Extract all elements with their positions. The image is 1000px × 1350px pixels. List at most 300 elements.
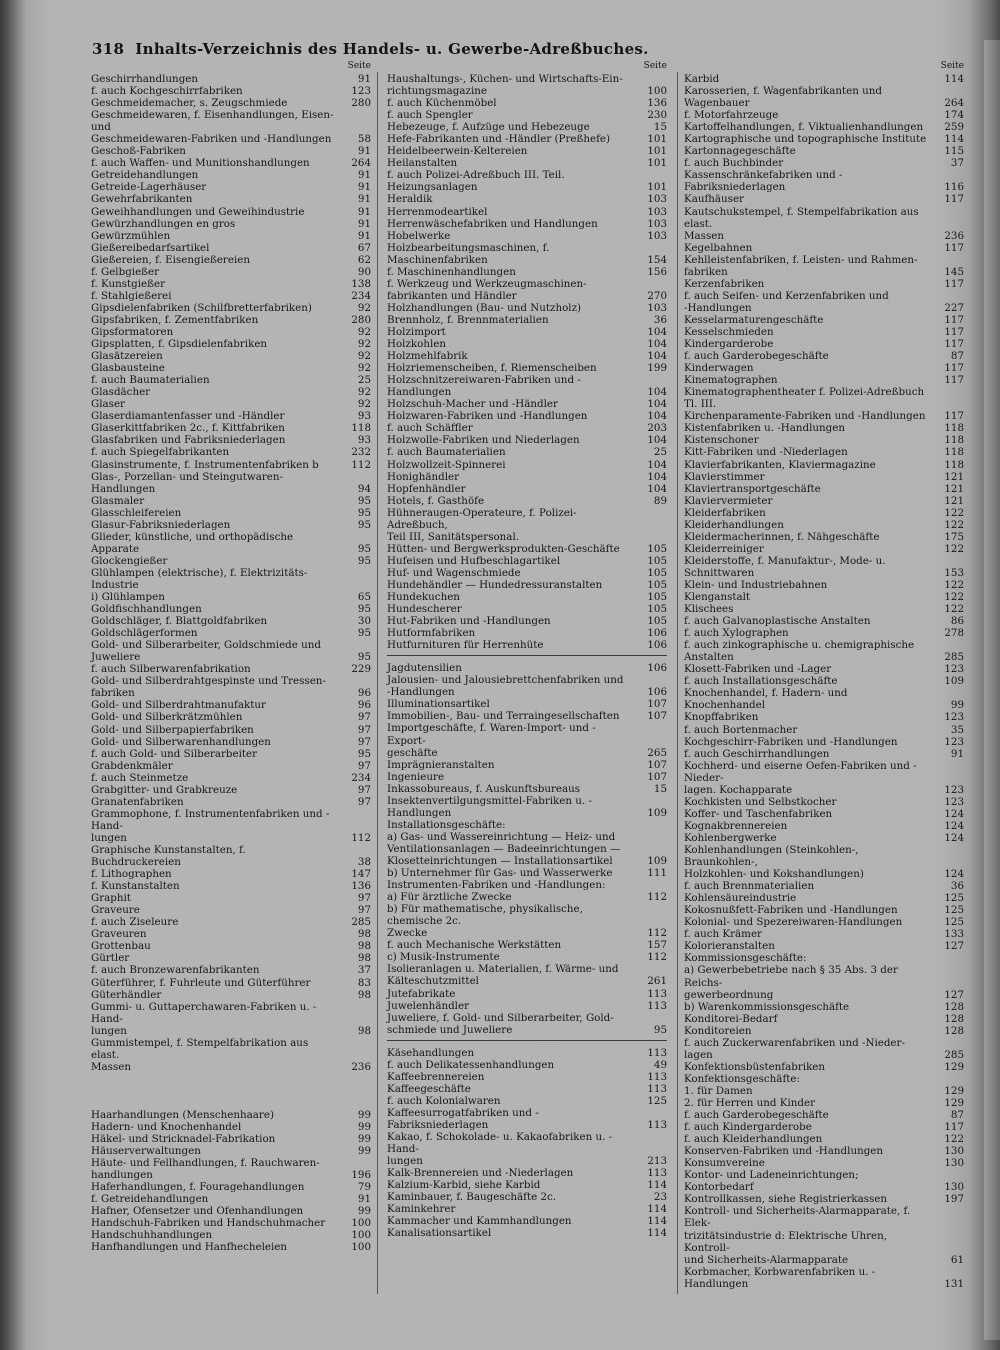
entry-text: Goldfischhandlungen xyxy=(91,603,202,616)
column-divider xyxy=(377,72,378,1294)
entry-page: 124 xyxy=(944,868,964,881)
index-entry xyxy=(387,483,667,495)
entry-page: 101 xyxy=(647,145,667,158)
entry-page: 125 xyxy=(944,904,964,917)
index-entry xyxy=(387,819,667,831)
entry-page: 127 xyxy=(944,940,964,953)
index-entry xyxy=(684,880,964,892)
entry-page: 91 xyxy=(357,1193,371,1206)
index-entry xyxy=(684,1157,964,1169)
index-entry xyxy=(91,928,371,940)
entry-page: 95 xyxy=(357,651,371,664)
entry-page: 133 xyxy=(944,928,964,941)
index-entry xyxy=(387,1167,667,1179)
index-entry xyxy=(684,639,964,663)
entry-text: f. auch Schäffler xyxy=(387,422,473,435)
index-entry xyxy=(387,1012,667,1036)
entry-page: 115 xyxy=(944,145,964,158)
entry-text: Gold- und Silberdrahtgespinste und Tressen- fabriken xyxy=(91,675,326,700)
index-entry xyxy=(91,555,371,567)
index-entry xyxy=(387,242,667,266)
entry-text: f. auch Bronzewarenfabrikanten xyxy=(91,964,260,977)
index-entry xyxy=(387,795,667,819)
index-entry xyxy=(91,109,371,145)
entry-page: 37 xyxy=(357,964,371,977)
entry-page: 122 xyxy=(944,591,964,604)
index-entry xyxy=(387,362,667,374)
index-entry xyxy=(684,1061,964,1073)
index-entry xyxy=(91,266,371,278)
entry-page: 117 xyxy=(944,193,964,206)
entry-text: Klaviervermieter xyxy=(684,494,773,507)
entry-text: Holzwaren-Fabriken und -Handlungen xyxy=(387,410,588,423)
entry-text: Konsumvereine xyxy=(684,1157,765,1170)
index-entry xyxy=(684,483,964,495)
entry-text: f. auch Baumaterialien xyxy=(91,374,210,387)
entry-page: 156 xyxy=(647,265,667,278)
entry-page: 105 xyxy=(647,542,667,555)
entry-page: 109 xyxy=(647,806,667,819)
entry-text: Kinematographentheater f. Polizei-Adreßbuch Tl. III. xyxy=(684,386,925,411)
index-entry xyxy=(91,868,371,880)
section-rule xyxy=(387,655,667,656)
index-entry xyxy=(387,193,667,205)
index-entry xyxy=(91,724,371,736)
index-entry xyxy=(684,121,964,133)
entry-text: f. auch Xylographen xyxy=(684,627,789,640)
entry-text: 1. für Damen xyxy=(684,1084,753,1097)
entry-text: Kartonnagegeschäfte xyxy=(684,145,796,158)
entry-text: Glasätzereien xyxy=(91,350,163,363)
entry-page: 99 xyxy=(357,1205,371,1218)
entry-text: Glaser xyxy=(91,398,125,411)
entry-text: Hundescherer xyxy=(387,603,462,616)
entry-page: 285 xyxy=(944,1048,964,1061)
index-entry xyxy=(91,519,371,531)
entry-text: Hadern- und Knochenhandel xyxy=(91,1120,242,1133)
entry-text: Honighändler xyxy=(387,470,459,483)
entry-text: Glasschleifereien xyxy=(91,506,182,519)
entry-text: Käsehandlungen xyxy=(387,1046,475,1059)
index-entry xyxy=(387,314,667,326)
entry-text: f. auch Kolonialwaren xyxy=(387,1094,501,1107)
entry-text: Holzschnitzereiwaren-Fabriken und -Handlungen xyxy=(387,374,581,399)
index-entry xyxy=(684,711,964,723)
entry-page: 174 xyxy=(944,109,964,122)
entry-page: 125 xyxy=(944,892,964,905)
index-entry xyxy=(684,579,964,591)
index-column-1 xyxy=(91,60,371,1253)
index-entry xyxy=(91,230,371,242)
entry-page: 96 xyxy=(357,687,371,700)
entry-text: Huf- und Wagenschmiede xyxy=(387,566,521,579)
entry-text: Häute- und Fellhandlungen, f. Rauchwaren- handlungen xyxy=(91,1157,320,1182)
entry-text: Kohlenbergwerke xyxy=(684,831,777,844)
index-entry xyxy=(684,410,964,422)
index-entry xyxy=(387,1107,667,1131)
entry-text: Klosett-Fabriken und -Lager xyxy=(684,663,832,676)
entry-page: 117 xyxy=(944,325,964,338)
entry-page: 280 xyxy=(351,97,371,110)
entry-page: 114 xyxy=(944,73,964,85)
entry-text: Heizungsanlagen xyxy=(387,181,478,194)
index-entry xyxy=(91,362,371,374)
index-entry xyxy=(91,85,371,97)
index-entry xyxy=(684,519,964,531)
entry-text: Illuminationsartikel xyxy=(387,698,490,711)
entry-text: f. auch Garderobegeschäfte xyxy=(684,1109,829,1122)
entry-text: Kehlleistenfabriken, f. Leisten- und Rahmen- fabriken xyxy=(684,253,918,278)
entry-text: Isolieranlagen u. Materialien, f. Wärme- und Kälteschutzmittel xyxy=(387,963,619,988)
entry-page: 129 xyxy=(944,1084,964,1097)
index-entry xyxy=(91,675,371,699)
entry-text: f. Gelbgießer xyxy=(91,265,160,278)
entry-page: 112 xyxy=(647,927,667,940)
entry-text: f. auch Gold- und Silberarbeiter xyxy=(91,747,258,760)
index-entry xyxy=(91,446,371,458)
seite-label: Seite xyxy=(347,61,371,71)
entry-page: 37 xyxy=(950,157,964,170)
entry-page: 264 xyxy=(351,157,371,170)
index-entry xyxy=(91,398,371,410)
entry-page: 95 xyxy=(357,506,371,519)
index-entry xyxy=(684,748,964,760)
index-entry xyxy=(387,266,667,278)
index-entry xyxy=(91,880,371,892)
entry-page: 196 xyxy=(351,1169,371,1182)
entry-text: Holzwolle-Fabriken und Niederlagen xyxy=(387,434,580,447)
index-entry xyxy=(684,157,964,169)
index-entry xyxy=(684,1266,964,1290)
entry-text: Klaviertransportgeschäfte xyxy=(684,482,821,495)
entry-text: Holzwollzeit-Spinnerei xyxy=(387,458,506,471)
index-entry xyxy=(91,73,371,85)
entry-page: 95 xyxy=(357,603,371,616)
index-entry xyxy=(387,722,667,758)
entry-page: 87 xyxy=(950,350,964,363)
entry-page: 265 xyxy=(647,746,667,759)
entry-text: Kochkisten und Selbstkocher xyxy=(684,795,837,808)
entry-text: Gold- und Silberdrahtmanufaktur xyxy=(91,699,266,712)
index-entry xyxy=(91,940,371,952)
entry-text: f. auch Brennmaterialien xyxy=(684,880,815,893)
entry-page: 154 xyxy=(647,253,667,266)
index-entry xyxy=(91,627,371,639)
index-entry xyxy=(91,1109,371,1121)
index-entry xyxy=(684,362,964,374)
entry-text: f. auch Buchbinder xyxy=(684,157,784,170)
entry-page: 91 xyxy=(357,145,371,158)
index-entry xyxy=(91,615,371,627)
index-entry xyxy=(684,350,964,362)
entry-page: 92 xyxy=(357,362,371,375)
entry-page: 117 xyxy=(944,241,964,254)
index-entry xyxy=(91,97,371,109)
entry-page: 97 xyxy=(357,892,371,905)
entry-page: 112 xyxy=(351,458,371,471)
index-entry xyxy=(387,278,667,302)
index-entry xyxy=(684,507,964,519)
index-entry xyxy=(91,495,371,507)
index-entry xyxy=(387,1059,667,1071)
index-entry xyxy=(387,1000,667,1012)
index-entry xyxy=(387,939,667,951)
entry-page: 15 xyxy=(653,121,667,134)
entry-text: Glaserdiamantenfasser und -Händler xyxy=(91,410,285,423)
entry-text: Klein- und Industriebahnen xyxy=(684,578,828,591)
entry-text: Holzschuh-Macher und -Händler xyxy=(387,398,558,411)
entry-page: 104 xyxy=(647,350,667,363)
section-gap xyxy=(91,1073,371,1109)
index-entry xyxy=(387,434,667,446)
entry-page: 101 xyxy=(647,181,667,194)
entry-page: 114 xyxy=(647,1227,667,1240)
index-entry xyxy=(387,109,667,121)
entry-text: f. auch Galvanoplastische Anstalten xyxy=(684,615,871,628)
entry-text: f. auch Garderobegeschäfte xyxy=(684,350,829,363)
index-entry xyxy=(91,603,371,615)
entry-page: 130 xyxy=(944,1181,964,1194)
index-entry xyxy=(387,302,667,314)
entry-page: 117 xyxy=(944,410,964,423)
index-entry xyxy=(387,422,667,434)
entry-page: 79 xyxy=(357,1181,371,1194)
index-entry xyxy=(91,639,371,663)
entry-text: f. auch Seifen- und Kerzenfabriken und -Handlungen xyxy=(684,289,889,314)
entry-text: Hafner, Ofensetzer und Ofenhandlungen xyxy=(91,1205,304,1218)
entry-text: Jagdutensilien xyxy=(387,662,462,675)
entry-page: 199 xyxy=(647,362,667,375)
index-entry xyxy=(387,507,667,543)
entry-page: 232 xyxy=(351,446,371,459)
index-entry xyxy=(684,145,964,157)
entry-page: 104 xyxy=(647,338,667,351)
entry-text: Heraldik xyxy=(387,193,433,206)
entry-text: Güterführer, f. Fuhrleute und Güterführer xyxy=(91,976,311,989)
index-entry xyxy=(91,422,371,434)
entry-text: b) Unternehmer für Gas- und Wasserwerke xyxy=(387,867,613,880)
index-entry xyxy=(91,1133,371,1145)
index-entry xyxy=(387,710,667,722)
entry-text: Gold- und Silberpapierfabriken xyxy=(91,723,254,736)
entry-page: 117 xyxy=(944,313,964,326)
entry-text: Karbid xyxy=(684,73,720,85)
entry-text: Kleidermacherinnen, f. Nähgeschäfte xyxy=(684,530,880,543)
entry-text: Kochherd- und eiserne Oefen-Fabriken und -Nieder- lagen. Kochapparate xyxy=(684,759,917,796)
entry-page: 98 xyxy=(357,1024,371,1037)
entry-text: a) Gewerbebetriebe nach § 35 Abs. 3 der Reichs- gewerbeordnung xyxy=(684,964,898,1001)
entry-text: f. auch Krämer xyxy=(684,928,762,941)
entry-page: 107 xyxy=(647,770,667,783)
index-entry xyxy=(684,892,964,904)
index-entry xyxy=(684,314,964,326)
index-entry xyxy=(91,181,371,193)
entry-page: 92 xyxy=(357,325,371,338)
entry-page: 104 xyxy=(647,482,667,495)
entry-page: 98 xyxy=(357,952,371,965)
index-entry xyxy=(387,591,667,603)
index-entry xyxy=(684,169,964,193)
index-entry xyxy=(387,398,667,410)
entry-text: a) Für ärztliche Zwecke xyxy=(387,891,512,904)
entry-text: Graphische Kunstanstalten, f. Buchdruckereien xyxy=(91,844,246,869)
entry-page: 87 xyxy=(950,1109,964,1122)
entry-page: 97 xyxy=(357,783,371,796)
index-entry xyxy=(684,844,964,880)
entry-page: 125 xyxy=(647,1094,667,1107)
entry-text: Haushaltungs-, Küchen- und Wirtschafts-Ein- richtungsmagazine xyxy=(387,73,623,98)
index-entry xyxy=(91,290,371,302)
index-entry xyxy=(684,1121,964,1133)
entry-text: Kartographische und topographische Institute xyxy=(684,133,927,146)
entry-text: Kesselarmaturengeschäfte xyxy=(684,313,824,326)
index-entry xyxy=(91,1037,371,1073)
entry-text: Getreide-Lagerhäuser xyxy=(91,181,207,194)
entry-text: Insektenvertilgungsmittel-Fabriken u. -Handlungen xyxy=(387,794,592,819)
entry-text: Kohlenhandlungen (Steinkohlen-, Braunkohlen-, Holzkohlen- und Kokshandlungen) xyxy=(684,844,864,881)
entry-page: 107 xyxy=(647,698,667,711)
index-entry xyxy=(387,157,667,169)
index-entry xyxy=(684,832,964,844)
entry-page: 106 xyxy=(647,686,667,699)
entry-text: f. auch Baumaterialien xyxy=(387,446,506,459)
entry-text: f. auch Kochgeschirrfabriken xyxy=(91,85,243,98)
index-entry xyxy=(387,218,667,230)
entry-page: 105 xyxy=(647,615,667,628)
entry-text: Gipsdielenfabriken (Schilfbretterfabriken) xyxy=(91,301,312,314)
index-entry xyxy=(387,627,667,639)
entry-page: 91 xyxy=(357,205,371,218)
page-number: 318 xyxy=(92,40,125,58)
entry-page: 117 xyxy=(944,362,964,375)
index-entry xyxy=(684,446,964,458)
entry-text: Hundehändler — Hundedressuranstalten xyxy=(387,578,603,591)
entry-page: 99 xyxy=(357,1145,371,1158)
index-entry xyxy=(684,471,964,483)
index-entry xyxy=(91,567,371,603)
entry-text: f. auch Kindergarderobe xyxy=(684,1121,812,1134)
entry-page: 114 xyxy=(944,133,964,146)
index-column-2 xyxy=(387,60,667,1239)
entry-text: Kaminkehrer xyxy=(387,1203,456,1216)
index-entry xyxy=(387,121,667,133)
entry-page: 121 xyxy=(944,494,964,507)
index-entry xyxy=(387,662,667,674)
entry-text: f. auch Geschirrhandlungen xyxy=(684,747,830,760)
entry-page: 95 xyxy=(357,518,371,531)
entry-page: 124 xyxy=(944,819,964,832)
entry-page: 106 xyxy=(647,662,667,675)
index-entry xyxy=(91,531,371,555)
entry-page: 98 xyxy=(357,928,371,941)
index-entry xyxy=(91,772,371,784)
entry-text: Kistenfabriken u. -Handlungen xyxy=(684,422,845,435)
entry-page: 99 xyxy=(357,1132,371,1145)
entry-page: 113 xyxy=(647,1070,667,1083)
entry-text: Getreidehandlungen xyxy=(91,169,199,182)
entry-text: f. Motorfahrzeuge xyxy=(684,109,779,122)
entry-text: Hütten- und Bergwerksprodukten-Geschäfte xyxy=(387,542,620,555)
entry-page: 113 xyxy=(647,1082,667,1095)
index-entry xyxy=(684,1145,964,1157)
entry-text: Holzbearbeitungsmaschinen, f. Maschinenfabriken xyxy=(387,241,550,266)
index-entry xyxy=(387,1071,667,1083)
entry-page: 91 xyxy=(357,169,371,182)
index-entry xyxy=(387,1215,667,1227)
entry-text: Gold- und Silberwarenhandlungen xyxy=(91,735,271,748)
index-entry xyxy=(91,977,371,989)
entry-text: Klavierfabrikanten, Klaviermagazine xyxy=(684,458,876,471)
entry-text: Kokosnußfett-Fabriken und -Handlungen xyxy=(684,904,898,917)
index-entry xyxy=(387,410,667,422)
index-entry xyxy=(387,374,667,398)
index-entry xyxy=(684,206,964,242)
entry-text: Hebezeuge, f. Aufzüge und Hebezeuge xyxy=(387,121,590,134)
entry-text: Konfektionsbüstenfabriken xyxy=(684,1060,826,1073)
entry-page: 136 xyxy=(351,880,371,893)
entry-text: Installationsgeschäfte: xyxy=(387,818,506,831)
index-entry xyxy=(91,1145,371,1157)
entry-text: Glas-, Porzellan- und Steingutwaren-Handlungen xyxy=(91,470,284,495)
index-entry xyxy=(684,338,964,350)
entry-page: 95 xyxy=(357,627,371,640)
entry-page: 128 xyxy=(944,1012,964,1025)
index-entry xyxy=(684,916,964,928)
entry-text: Geweihhandlungen und Geweihindustrie xyxy=(91,205,305,218)
entry-page: 138 xyxy=(351,277,371,290)
entry-text: Konserven-Fabriken und -Handlungen xyxy=(684,1145,884,1158)
index-entry xyxy=(387,674,667,698)
entry-page: 234 xyxy=(351,771,371,784)
index-entry xyxy=(387,206,667,218)
index-entry xyxy=(387,459,667,471)
entry-text: Glaserkittfabriken 2c., f. Kittfabriken xyxy=(91,422,285,435)
entry-text: Kassenschränkefabriken und -Fabriksniederlagen xyxy=(684,169,843,194)
entry-page: 112 xyxy=(647,951,667,964)
entry-text: Kirchenparamente-Fabriken und -Handlungen xyxy=(684,410,926,423)
entry-text: Gewürzhandlungen en gros xyxy=(91,217,236,230)
index-entry xyxy=(91,326,371,338)
entry-page: 105 xyxy=(647,554,667,567)
entry-text: Heidelbeerwein-Keltereien xyxy=(387,145,528,158)
entry-text: Hopfenhändler xyxy=(387,482,466,495)
entry-page: 114 xyxy=(647,1203,667,1216)
entry-text: Kontroll- und Sicherheits-Alarmapparate, f. Elek- trizitätsindustrie d: Elektrische Uhren, Kontroll- und Sicherheits-Alarmapparate xyxy=(684,1205,911,1266)
page-edge xyxy=(984,40,1000,1340)
index-entry xyxy=(387,446,667,458)
seite-label: Seite xyxy=(940,61,964,71)
index-entry xyxy=(91,302,371,314)
entry-page: 230 xyxy=(647,109,667,122)
entry-text: Handschuhhandlungen xyxy=(91,1229,213,1242)
index-entry xyxy=(91,1241,371,1253)
entry-text: Heilanstalten xyxy=(387,157,458,170)
entry-text: Hobelwerke xyxy=(387,229,451,242)
entry-page: 147 xyxy=(351,868,371,881)
index-entry xyxy=(91,711,371,723)
entry-page: 157 xyxy=(647,939,667,952)
entry-text: Grabgitter- und Grabkreuze xyxy=(91,783,238,796)
entry-page: 25 xyxy=(653,446,667,459)
entry-page: 278 xyxy=(944,627,964,640)
entry-text: f. auch Spengler xyxy=(387,109,473,122)
index-entry xyxy=(684,326,964,338)
entry-page: 122 xyxy=(944,542,964,555)
entry-page: 122 xyxy=(944,603,964,616)
index-entry xyxy=(684,964,964,1000)
index-entry xyxy=(387,1047,667,1059)
entry-page: 97 xyxy=(357,904,371,917)
